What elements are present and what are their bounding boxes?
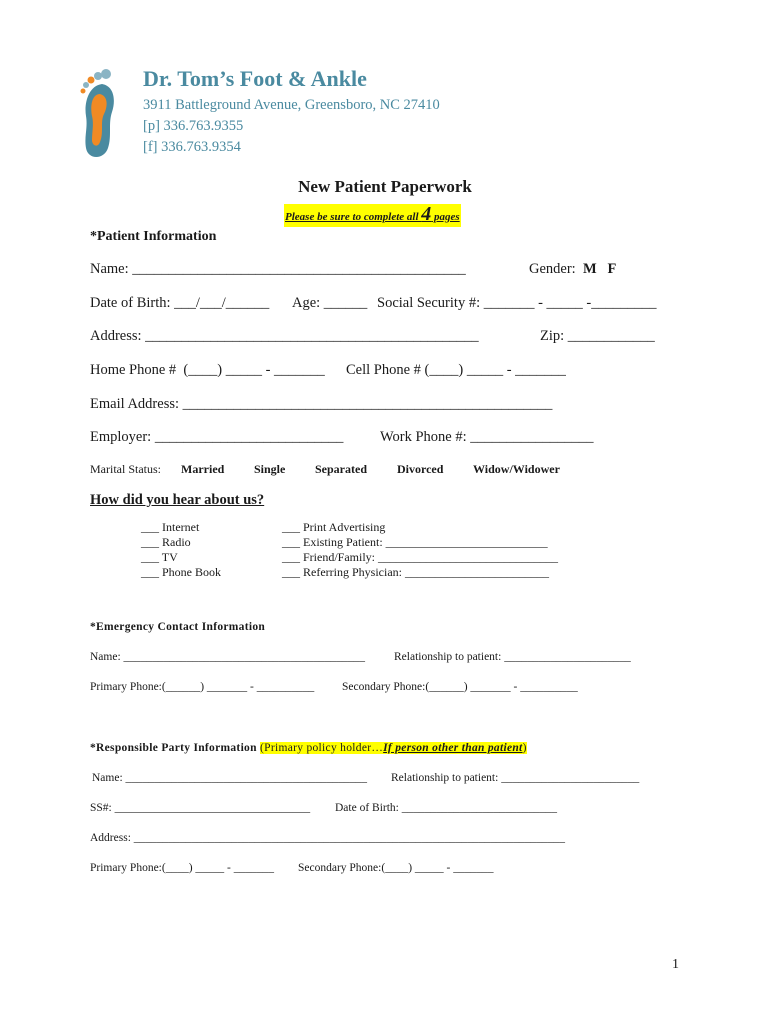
marital-status-label: Marital Status: — [90, 462, 161, 476]
patient-info-heading: *Patient Information — [90, 229, 217, 244]
referral-option-tv[interactable]: ___ TV — [141, 550, 178, 564]
referral-option-radio[interactable]: ___ Radio — [141, 535, 191, 549]
emergency-contact-heading: *Emergency Contact Information — [90, 621, 266, 633]
gender-options[interactable]: M F — [582, 261, 617, 277]
banner-page-count: 4 — [421, 203, 432, 225]
emergency-primary-phone-field[interactable]: Primary Phone:(______) _______ - __________ — [90, 681, 315, 693]
dob-field[interactable]: Date of Birth: ___/___/______ — [90, 295, 270, 311]
clinic-fax: [f] 336.763.9354 — [143, 139, 241, 155]
responsible-primary-phone-field[interactable]: Primary Phone:(____) _____ - _______ — [90, 862, 274, 874]
responsible-dob-field[interactable]: Date of Birth: ___________________________ — [335, 802, 557, 814]
responsible-party-note: (Primary policy holder…If person other than patient) — [260, 742, 527, 754]
responsible-party-title: *Responsible Party Information — [90, 742, 257, 754]
clinic-address: 3911 Battleground Avenue, Greensboro, NC 27410 — [143, 97, 440, 113]
work-phone-field[interactable]: Work Phone #: _________________ — [380, 429, 594, 445]
email-field[interactable]: Email Address: ___________________________________________________ — [90, 396, 553, 412]
referral-option-print-advertising[interactable]: ___ Print Advertising — [282, 520, 386, 534]
responsible-secondary-phone-field[interactable]: Secondary Phone:(____) _____ - _______ — [298, 862, 494, 874]
referral-option-phone-book[interactable]: ___ Phone Book — [141, 565, 222, 579]
marital-option-divorced[interactable]: Divorced — [397, 462, 444, 476]
zip-field[interactable]: Zip: ____________ — [540, 328, 655, 344]
referral-option-internet[interactable]: ___ Internet — [141, 520, 200, 534]
clinic-phone: [p] 336.763.9355 — [143, 118, 244, 134]
ssn-field[interactable]: Social Security #: _______ - _____ -_________ — [377, 295, 657, 311]
responsible-ssn-field[interactable]: SS#: __________________________________ — [90, 802, 311, 814]
home-phone-field[interactable]: Home Phone # (____) _____ - _______ — [90, 362, 325, 378]
referral-option-friend-family[interactable]: ___ Friend/Family: ______________________________ — [282, 550, 558, 564]
marital-option-married[interactable]: Married — [181, 462, 225, 476]
marital-option-widow[interactable]: Widow/Widower — [473, 462, 560, 476]
referral-option-referring-physician[interactable]: ___ Referring Physician: ________________________ — [282, 565, 549, 579]
pages-notice-banner — [284, 204, 461, 227]
clinic-name: Dr. Tom’s Foot & Ankle — [143, 66, 367, 91]
responsible-relationship-field[interactable]: Relationship to patient: ________________________ — [391, 772, 640, 784]
gender-field[interactable] — [529, 261, 616, 278]
responsible-address-field[interactable]: Address: ___________________________________________________________________________ — [90, 832, 566, 844]
responsible-party-heading — [90, 742, 527, 754]
banner-text-pre: Please be sure to complete all — [285, 211, 422, 223]
document-title: New Patient Paperwork — [298, 177, 472, 196]
page-number: 1 — [672, 957, 679, 972]
marital-option-separated[interactable]: Separated — [315, 462, 367, 476]
age-field[interactable]: Age: ______ — [292, 295, 368, 311]
banner-text-post: pages — [431, 211, 460, 223]
referral-heading: How did you hear about us? — [90, 492, 265, 508]
marital-option-single[interactable]: Single — [254, 462, 286, 476]
cell-phone-field[interactable]: Cell Phone # (____) _____ - _______ — [346, 362, 566, 378]
employer-field[interactable]: Employer: __________________________ — [90, 429, 344, 445]
emergency-name-field[interactable]: Name: __________________________________________ — [90, 651, 366, 663]
referral-option-existing-patient[interactable]: ___ Existing Patient: ___________________________ — [282, 535, 548, 549]
emergency-relationship-field[interactable]: Relationship to patient: ______________________ — [394, 651, 631, 663]
clinic-logo-icon — [76, 66, 124, 162]
gender-label: Gender: — [529, 261, 583, 277]
patient-name-field[interactable]: Name: ______________________________________________ — [90, 261, 466, 277]
address-field[interactable]: Address: ______________________________________________ — [90, 328, 479, 344]
responsible-name-field[interactable]: Name: __________________________________________ — [92, 772, 368, 784]
emergency-secondary-phone-field[interactable]: Secondary Phone:(______) _______ - __________ — [342, 681, 578, 693]
